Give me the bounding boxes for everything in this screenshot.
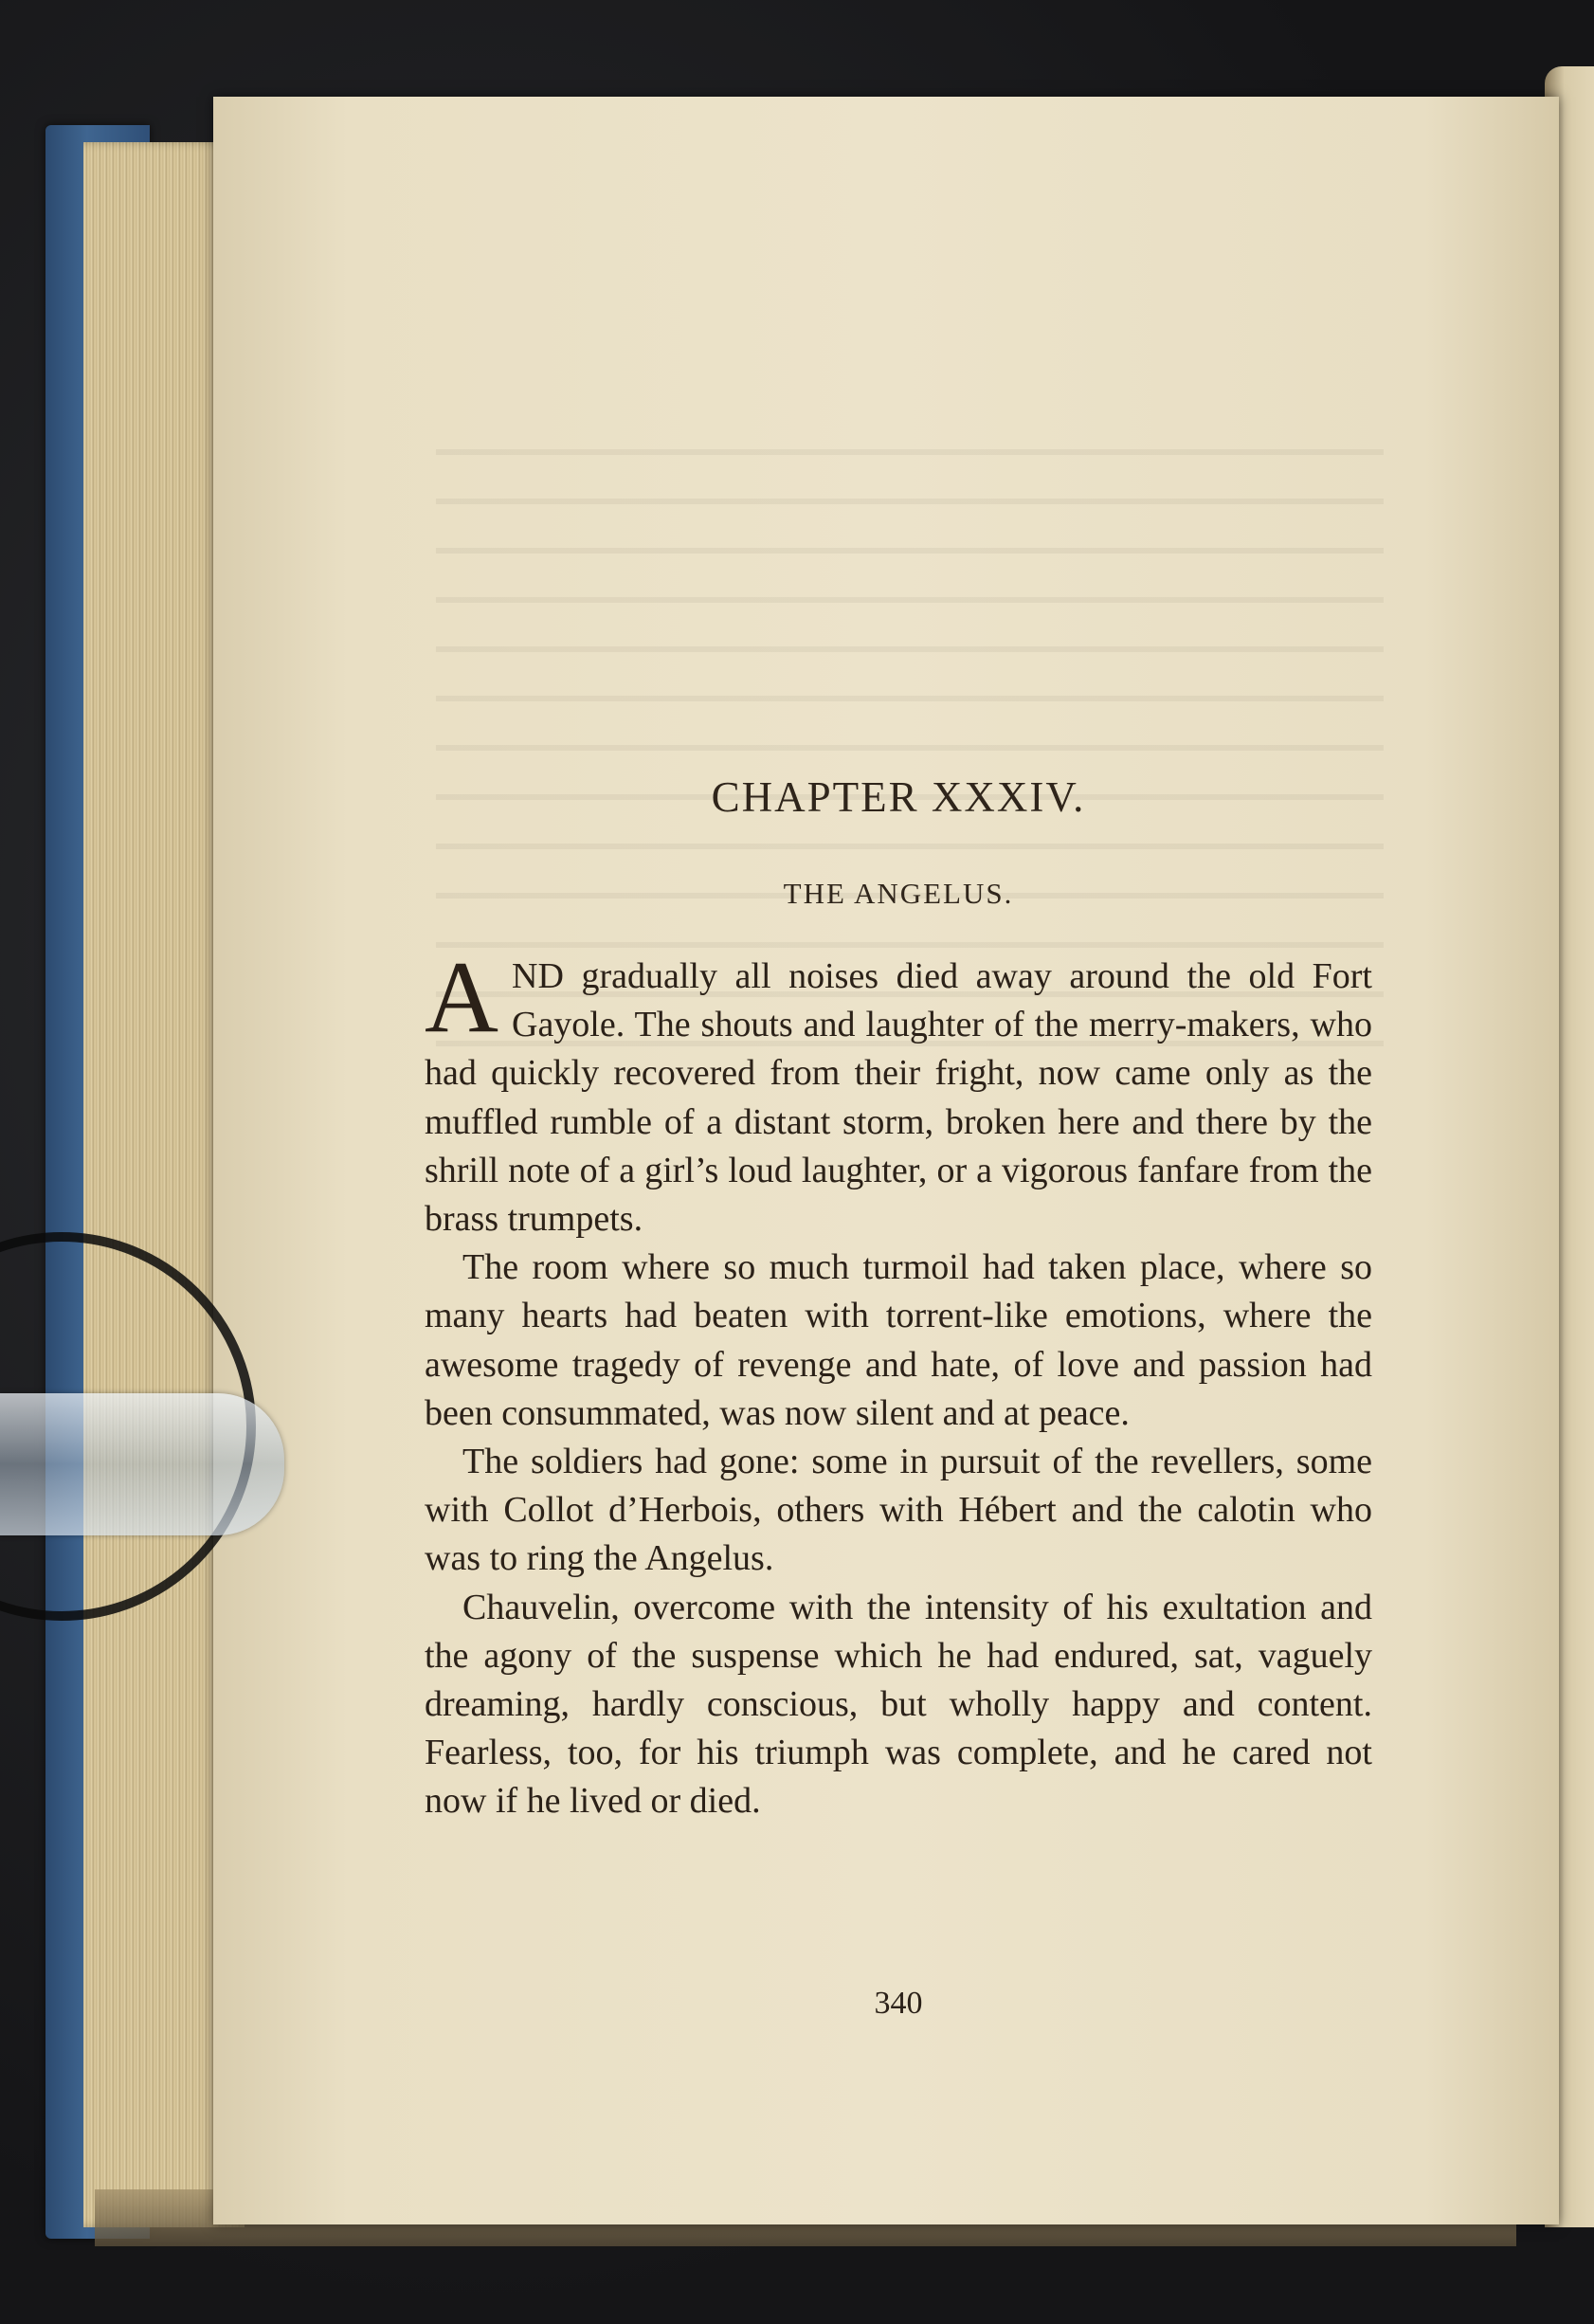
- paragraph-4: Chauvelin, overcome with the intensity of his exultation and the agony of the suspense which he had endured, sat, vaguely dreaming, hardly conscious, but wholly happy and content. Fearless, too, for his triumph was complete, and he cared not now if he lived or died.: [425, 1587, 1372, 1822]
- page-number: 340: [874, 1986, 923, 2021]
- drop-cap: A: [425, 941, 498, 1054]
- bookmark-clip: [0, 1393, 284, 1535]
- paragraph-2: The room where so much turmoil had taken place, where so many hearts had beaten with torrent-like emotions, where the awesome tragedy of revenge and hate, of love and passion had been consummated, was now silent and at peace.: [425, 1247, 1372, 1433]
- chapter-subtitle: THE ANGELUS.: [783, 877, 1014, 910]
- paragraph-1: [425, 941, 1372, 1244]
- paragraph-3: The soldiers had gone: some in pursuit of the revellers, some with Collot d’Herbois, others with Hébert and the calotin who was to ring the Angelus.: [425, 1442, 1372, 1579]
- chapter-title: CHAPTER XXXIV.: [711, 773, 1086, 821]
- chapter-body: [425, 941, 1372, 1826]
- paragraph-1-text: ND gradually all noises died away around the old Fort Gayole. The shouts and laughter of the merry-makers, who had quickly recovered from their fright, now came only as the muffled rumble of a distant storm, broken here and there by the shrill note of a girl’s loud laughter, or a vigorous fanfare from the brass trumpets.: [425, 956, 1372, 1240]
